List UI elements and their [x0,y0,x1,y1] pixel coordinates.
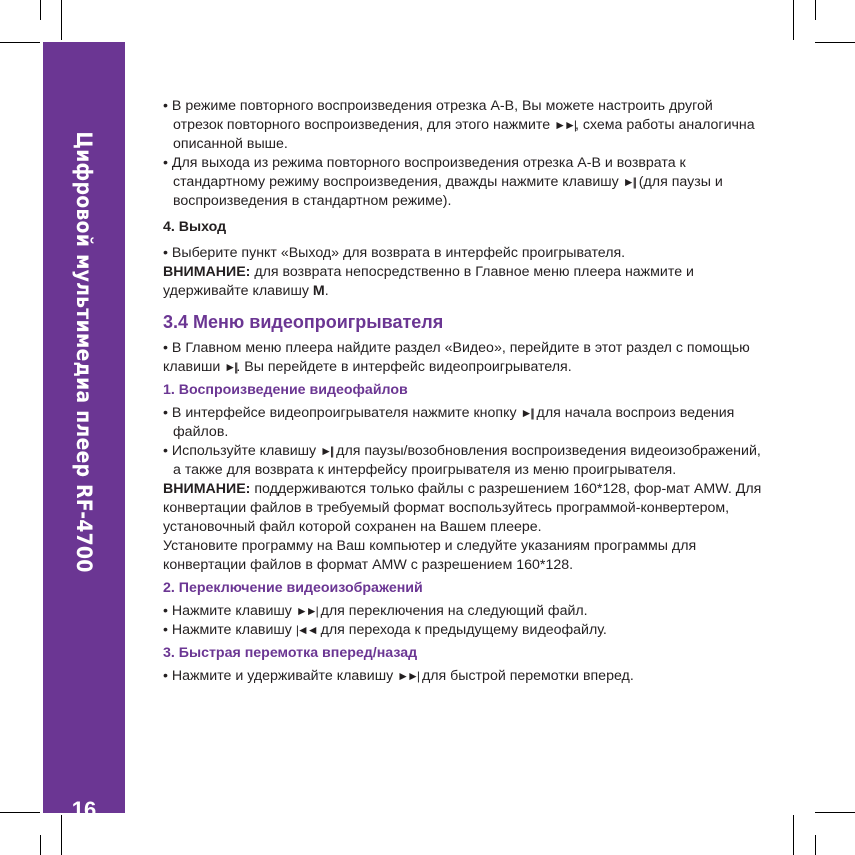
warning-note: ВНИМАНИЕ: поддерживаются только файлы с разрешением 160*128, фор-мат AMW. Для конвертации файлов в требуемый формат воспользуйтесь программой-конвертером, установочный файл которой сохранен на Вашем плеере. [163,481,762,535]
play-pause-icon: ►|| [320,444,333,458]
next-track-icon: ►►| [397,669,419,683]
crop-mark [793,0,794,40]
list-item: • Используйте клавишу ►|| для паузы/возобновления воспроизведения видеоизображений, а также для возврата к интерфейсу проигрывателя из меню проигрывателя. [163,443,761,478]
crop-mark [815,835,816,855]
list-item: • В режиме повторного воспроизведения отрезка A-B, Вы можете настроить другой отрезок повторного воспроизведения, для этого нажмите ►►|, схема работы аналогична описанной выше. [163,98,755,152]
crop-mark [40,835,41,855]
crop-mark [815,42,855,43]
crop-mark [40,0,41,20]
crop-mark [815,0,816,20]
list-item: • Нажмите клавишу |◄◄ для перехода к предыдущему видеофайлу. [163,622,607,638]
list-item: • Нажмите клавишу ►►| для переключения на следующий файл. [163,603,588,619]
page-content [163,97,763,686]
section-heading-exit: 4. Выход [163,219,227,235]
list-item: • Выберите пункт «Выход» для возврата в интерфейс проигрывателя. [163,245,626,261]
list-item: • Нажмите и удерживайте клавишу ►►| для быстрой перемотки вперед. [163,668,634,684]
play-pause-icon: ►|| [520,406,533,420]
warning-label: ВНИМАНИЕ: [163,481,251,497]
crop-mark [0,812,40,813]
crop-mark [815,812,855,813]
list-item: • Для выхода из режима повторного воспроизведения отрезка A-B и возврата к стандартному режиму воспроизведения, дважды нажмите клавишу ►|| (для паузы и воспроизведения в стандартном режиме). [163,155,723,209]
next-track-icon: ►►| [295,604,317,618]
crop-mark [0,42,40,43]
next-track-icon: ►►| [554,118,575,132]
prev-track-icon: |◄◄ [295,623,317,637]
warning-label: ВНИМАНИЕ: [163,264,251,280]
sidebar [43,42,125,822]
crop-mark [793,815,794,855]
crop-mark [61,0,62,40]
section-title-video-menu: 3.4 Меню видеопроигрывателя [163,312,444,332]
sidebar-title: Цифровой мультимедиа плеер RF-4700 [72,131,96,573]
subsection-heading-switch: 2. Переключение видеоизображений [163,580,423,596]
list-item: • В интерфейсе видеопроигрывателя нажмите кнопку ►|| для начала воспроиз ведения файлов. [163,405,735,440]
warning-note: ВНИМАНИЕ: для возврата непосредственно в Главное меню плеера нажмите и удерживайте клавишу M. [163,264,694,299]
play-pause-icon: ►|| [224,360,237,374]
play-pause-icon: ►|| [622,175,635,189]
page-number: 16 [71,797,97,822]
subsection-heading-playback: 1. Воспроизведение видеофайлов [163,382,408,398]
subsection-heading-fast-forward: 3. Быстрая перемотка вперед/назад [163,645,418,661]
paragraph: Установите программу на Ваш компьютер и следуйте указаниям программы для конвертации файлов в формат AMW с разрешением 160*128. [163,538,697,573]
key-label: M [312,283,325,299]
list-item: • В Главном меню плеера найдите раздел «Видео», перейдите в этот раздел с помощью клавиши ►||. Вы перейдете в интерфейс видеопроигрывателя. [163,340,750,375]
